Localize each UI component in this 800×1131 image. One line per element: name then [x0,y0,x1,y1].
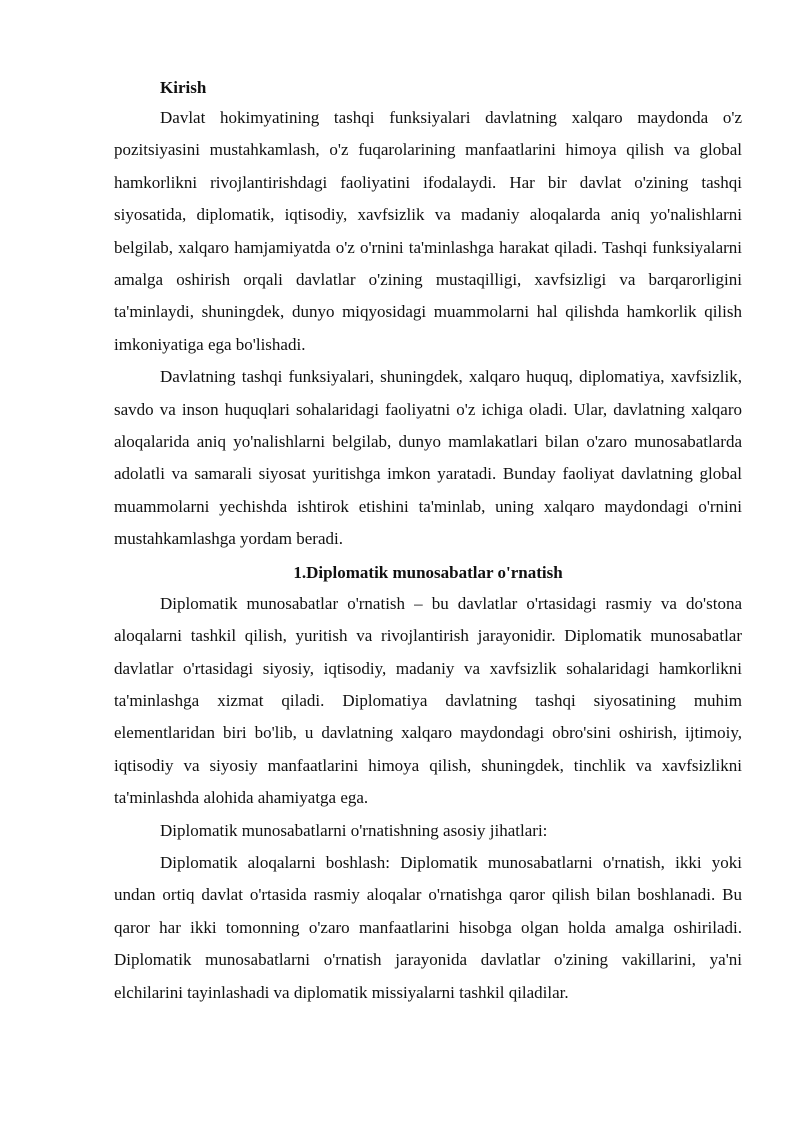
document-page [114,74,742,1009]
section-1-title: 1.Diplomatik munosabatlar o'rnatish [293,562,563,582]
intro-paragraph-1: Davlat hokimyatining tashqi funksiyalari davlatning xalqaro maydonda o'z pozitsiyasini mustahkamlash, o'z fuqarolarining manfaatlarini himoya qilish va global hamkorlikni rivojlantirishdagi faoliyatini ifodalaydi. Har bir davlat o'zining tashqi siyosatida, diplomatik, iqtisodiy, xavfsizlik va madaniy aloqalarda aniq yo'nalishlarni belgilab, xalqaro hamjamiyatda o'z o'rnini ta'minlashga harakat qiladi. Tashqi funksiyalarni amalga oshirish orqali davlatlar o'zining mustaqilligi, xavfsizligi va barqarorligini ta'minlaydi, shuningdek, dunyo miqyosidagi muammolarni hal qilishda hamkorlik qilish imkoniyatiga ega bo'lishadi. [114,108,742,354]
section-1-paragraph-3: Diplomatik aloqalarni boshlash: Diplomatik munosabatlarni o'rnatish, ikki yoki undan ortiq davlat o'rtasida rasmiy aloqalar o'rnatishga qaror qilish bilan boshlanadi. Bu qaror har ikki tomonning o'zaro manfaatlarini hisobga olgan holda amalga oshiriladi. Diplomatik munosabatlarni o'rnatish jarayonida davlatlar o'zining vakillarini, ya'ni elchilarini tayinlashadi va diplomatik missiyalarni tashkil qiladilar. [114,852,742,1002]
intro-paragraph-2: Davlatning tashqi funksiyalari, shuningdek, xalqaro huquq, diplomatiya, xavfsizlik, savdo va inson huquqlari sohalaridagi faoliyatni o'z ichiga oladi. Ular, davlatning xalqaro aloqalarida aniq yo'nalishlarni belgilab, dunyo mamlakatlari bilan o'zaro munosabatlarda adolatli va samarali siyosat yuritishga imkon yaratadi. Bunday faoliyat davlatning global muammolarni yechishda ishtirok etishini ta'minlab, uning xalqaro maydondagi o'rnini mustahkamlashga yordam beradi. [114,367,742,549]
section-1-paragraph-1: Diplomatik munosabatlar o'rnatish – bu davlatlar o'rtasidagi rasmiy va do'stona aloqalarni tashkil qilish, yuritish va rivojlantirish jarayonidir. Diplomatik munosabatlar davlatlar o'rtasidagi siyosiy, iqtisodiy, madaniy va xavfsizlik sohalaridagi hamkorlikni ta'minlashga xizmat qiladi. Diplomatiya davlatning tashqi siyosatining muhim elementlaridan biri bo'lib, u davlatning xalqaro maydondagi obro'sini oshirish, ijtimoiy, iqtisodiy va siyosiy manfaatlarini himoya qilish, shuningdek, tinchlik va xavfsizlikni ta'minlashda alohida ahamiyatga ega. [114,593,742,808]
section-1-paragraph-2: Diplomatik munosabatlarni o'rnatishning asosiy jihatlari: [160,820,548,840]
intro-heading: Kirish [160,78,207,97]
